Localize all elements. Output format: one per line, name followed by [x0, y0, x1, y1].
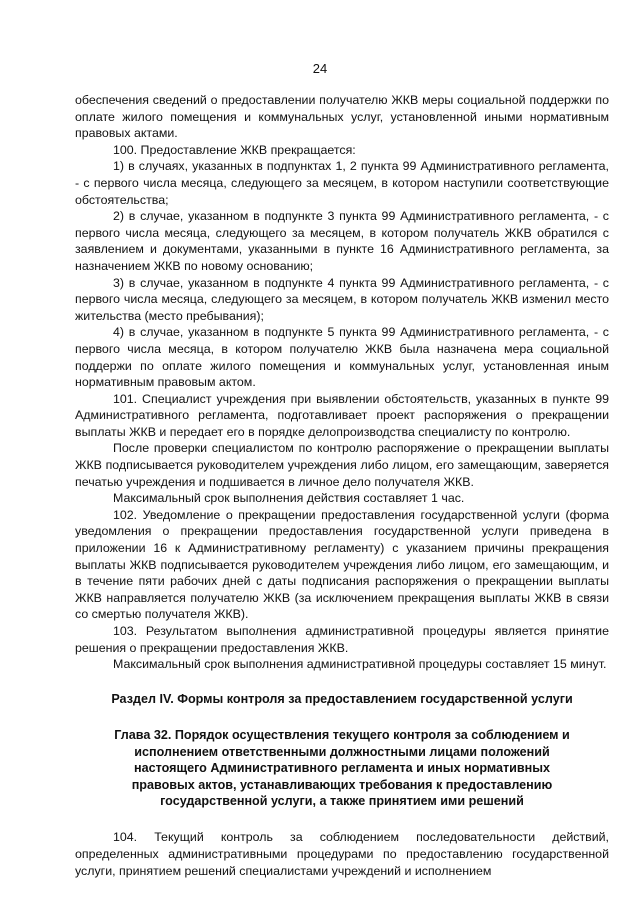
page-number: 24	[312, 61, 328, 76]
document-body	[75, 92, 609, 879]
paragraph: 100. Предоставление ЖКВ прекращается:	[113, 142, 356, 157]
section-title: Раздел IV. Формы контроля за предоставлением государственной услуги	[111, 691, 573, 706]
paragraph: 103. Результатом выполнения административной процедуры является принятие решения о прекращении предоставления ЖКВ.	[75, 624, 609, 655]
paragraph: 4) в случае, указанном в подпункте 5 пункта 99 Административного регламента, - с первого числа месяца, в котором получателю ЖКВ была назначена мера социальной поддержи по оплате жилого помещения и коммунальных услуг, установленная иным нормативным правовым актом.	[75, 325, 609, 390]
chapter-title: Глава 32. Порядок осуществления текущего контроля за соблюдением и исполнением ответственными должностными лицами положений настоящего Административного регламента и иных нормативных правовых актов, устанавливающих требования к предоставлению государственной услуги, а также принятием ими решений	[114, 728, 570, 808]
paragraphs-after	[75, 829, 609, 879]
paragraph: После проверки специалистом по контролю распоряжение о прекращении выплаты ЖКВ подписывается руководителем учреждения либо лицом, его замещающим, заверяется печатью учреждения и подшивается в личное дело получателя ЖКВ.	[75, 441, 609, 489]
paragraph: 3) в случае, указанном в подпункте 4 пункта 99 Административного регламента, - с первого числа месяца, следующего за месяцем, в котором получатель ЖКВ изменил место жительства (место пребывания);	[75, 275, 609, 323]
paragraph: 2) в случае, указанном в подпункте 3 пункта 99 Административного регламента, - с первого числа месяца, следующего за месяцем, в котором получатель ЖКВ обратился с заявлением и документами, указанными в пункте 16 Административного регламента, за назначением ЖКВ по новому основанию;	[75, 209, 609, 273]
paragraphs-before	[75, 92, 609, 673]
paragraph: Максимальный срок выполнения действия составляет 1 час.	[113, 491, 465, 506]
paragraph: Максимальный срок выполнения административной процедуры составляет 15 минут.	[113, 657, 607, 672]
paragraph: 1) в случаях, указанных в подпунктах 1, 2 пункта 99 Административного регламента, - с первого числа месяца, следующего за месяцем, в котором наступили соответствующие обстоятельства;	[75, 159, 609, 207]
paragraph: обеспечения сведений о предоставлении получателю ЖКВ меры социальной поддержки по оплате жилого помещения и коммунальных услуг, установленной иными нормативным правовых актами.	[75, 93, 609, 141]
paragraph: 102. Уведомление о прекращении предоставления государственной услуги (форма уведомления о прекращении предоставления государственной услуги приведена в приложении 16 к Административному регламенту) с указанием причины прекращения выплаты ЖКВ подписывается руководителем учреждения либо лицом, его замещающим, и в течение пяти рабочих дней с даты подписания распоряжения о прекращении выплаты ЖКВ направляется получателю ЖКВ (за исключением прекращения выплаты ЖКВ в связи со смертью получателя ЖКВ).	[75, 507, 609, 622]
paragraph: 104. Текущий контроль за соблюдением последовательности действий, определенных административными процедурами по предоставлению государственной услуги, принятием решений специалистами учреждений и исполнением	[75, 830, 609, 878]
paragraph: 101. Специалист учреждения при выявлении обстоятельств, указанных в пункте 99 Административного регламента, подготавливает проект распоряжения о прекращении выплаты ЖКВ и передает его в порядке делопроизводства специалисту по контролю.	[75, 391, 609, 439]
